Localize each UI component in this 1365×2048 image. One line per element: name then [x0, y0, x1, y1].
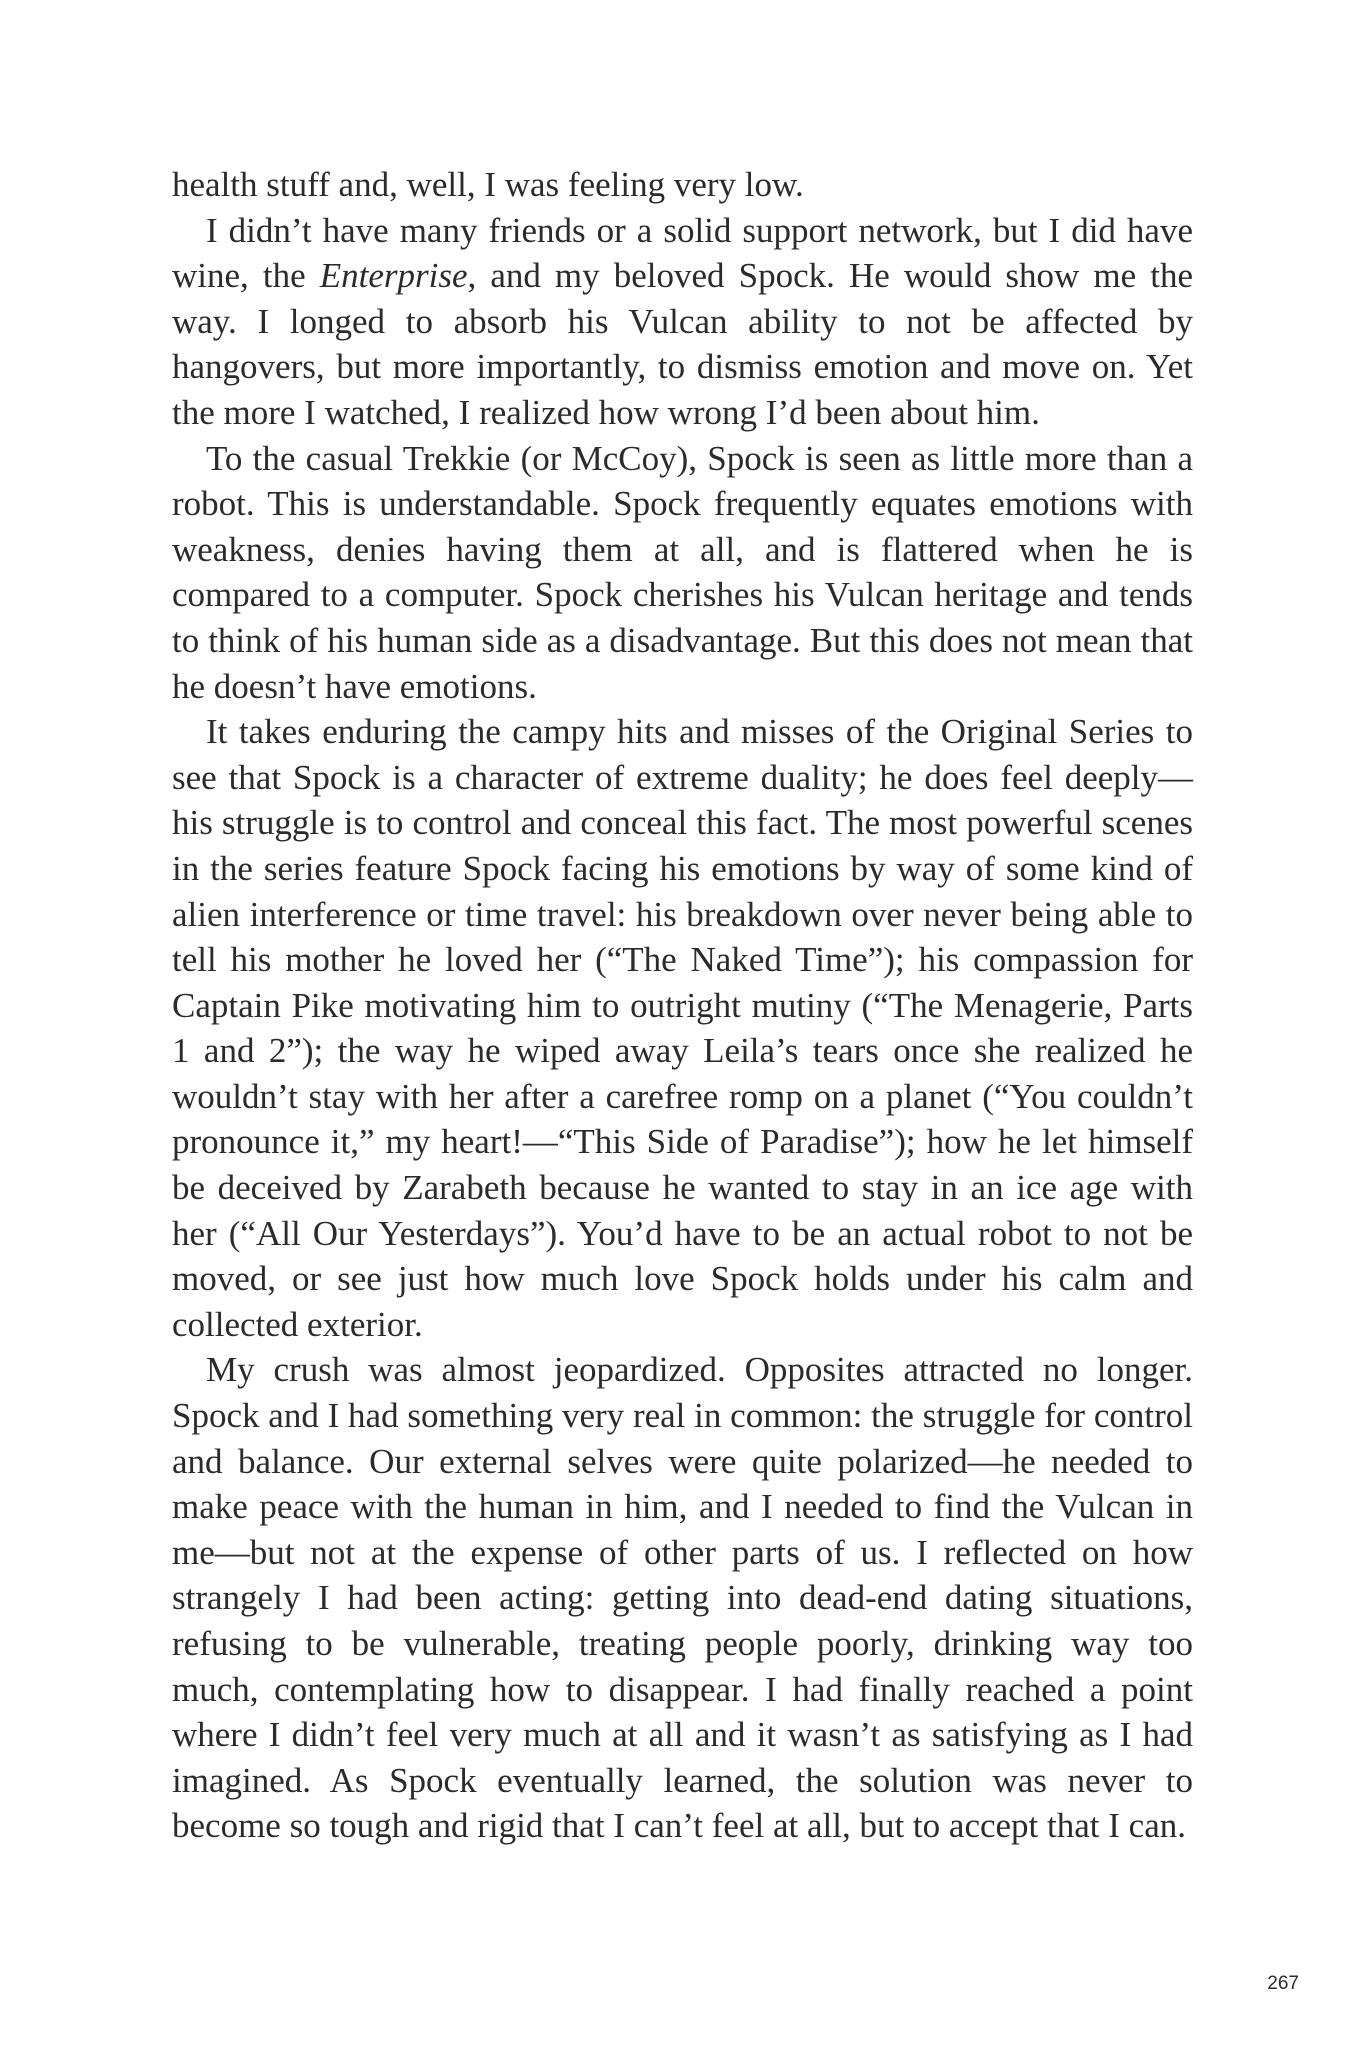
paragraph-4: It takes enduring the campy hits and misses of the Original Series to see that Spock is a character of extreme duality; he does feel deeply—his struggle is to control and conceal this fact. The most powerful scenes in the series feature Spock facing his emotions by way of some kind of alien interference or time travel: his breakdown over never being able to tell his mother he loved her (“The Naked Time”); his compassion for Captain Pike motivating him to outright mutiny (“The Menagerie, Parts 1 and 2”); the way he wiped away Leila’s tears once she realized he wouldn’t stay with her after a carefree romp on a planet (“You couldn’t pronounce it,” my heart!—“This Side of Paradise”); how he let himself be deceived by Zarabeth because he wanted to stay in an ice age with her (“All Our Yesterdays”). You’d have to be an actual robot to not be moved, or see just how much love Spock holds under his calm and collected exterior.: [172, 712, 1193, 1344]
paragraph-2-text-a: I didn’t have many friends or a solid support network, but I did have wine, the: [172, 210, 1193, 296]
paragraph-5: My crush was almost jeopardized. Opposites attracted no longer. Spock and I had something very real in common: the struggle for control and balance. Our external selves were quite polarized—he needed to make peace with the human in him, and I needed to find the Vulcan in me—but not at the expense of other parts of us. I reflected on how strangely I had been acting: getting into dead-end dating situations, refusing to be vulnerable, treating people poorly, drinking way too much, contemplating how to disappear. I had finally reached a point where I didn’t feel very much at all and it wasn’t as satisfying as I had imagined. As Spock eventually learned, the solution was never to become so tough and rigid that I can’t feel at all, but to accept that I can.: [172, 1350, 1193, 1846]
paragraph-2: [172, 208, 1193, 436]
italic-title-enterprise: Enterprise: [319, 256, 468, 296]
paragraph-1: health stuff and, well, I was feeling very low.: [172, 165, 804, 204]
body-text: [172, 162, 1193, 1849]
paragraph-2-text-b: , and my beloved Spock. He would show me the way. I longed to absorb his Vulcan ability to not be affected by hangovers, but more importantly, to dismiss emotion and move on. Yet the more I watched, I realized how wrong I’d been about him.: [172, 256, 1194, 432]
page-number: 267: [1267, 1973, 1299, 1994]
paragraph-3: To the casual Trekkie (or McCoy), Spock is seen as little more than a robot. This is understandable. Spock frequently equates emotions with weakness, denies having them at all, and is flattered when he is compared to a computer. Spock cherishes his Vulcan heritage and tends to think of his human side as a disadvantage. But this does not mean that he doesn’t have emotions.: [172, 438, 1193, 706]
